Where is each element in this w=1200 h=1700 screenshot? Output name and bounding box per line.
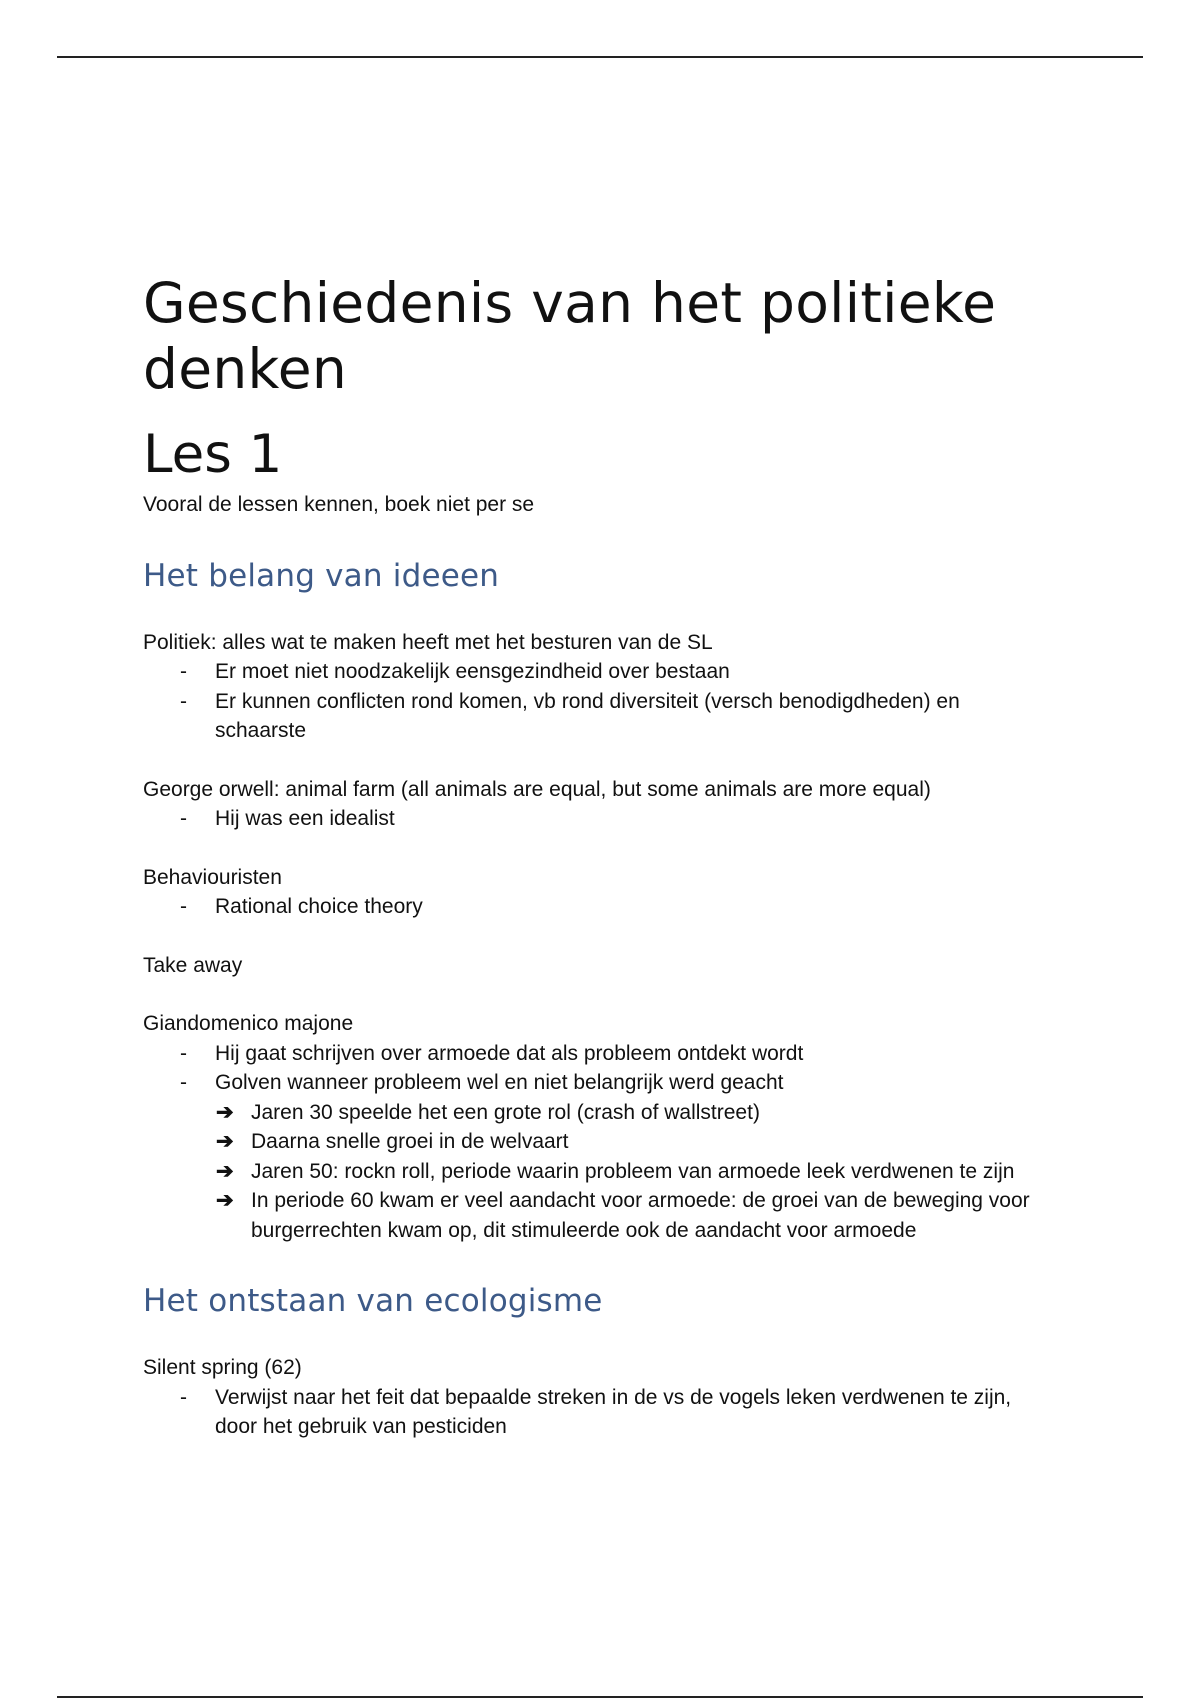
section-heading: Het belang van ideeen [143,557,500,594]
document-title: Geschiedenis van het politieke denken [143,271,997,401]
bullet-item [143,1068,1043,1098]
note-block [143,775,1043,834]
note-text: Politiek: alles wat te maken heeft met het besturen van de SL [143,630,713,654]
dash-bullet: - [180,1071,187,1094]
section-heading: Het ontstaan van ecologisme [143,1283,603,1319]
intro-text: Vooral de lessen kennen, boek niet per se [143,493,535,516]
bullet-item [143,687,1043,746]
dash-bullet: - [180,660,187,683]
dash-bullet: - [180,1041,187,1065]
bullet-text: Hij gaat schrijven over armoede dat als probleem ontdekt wordt [215,1041,804,1065]
arrow-text: Jaren 50: rockn roll, periode waarin probleem van armoede leek verdwenen te zijn [251,1159,1015,1183]
note-text: Giandomenico majone [143,1012,354,1035]
arrow-text: In periode 60 kwam er veel aandacht voor armoede: de groei van de beweging voor burgerrechten kwam op, dit stimuleerde ook de aandacht voor armoede [251,1189,1030,1242]
bullet-text: Er kunnen conflicten rond komen, vb rond diversiteit (versch benodigdheden) en schaarste [215,689,960,742]
note-block [143,1009,1043,1245]
bullet-text: Er moet niet noodzakelijk eensgezindheid over bestaan [215,660,730,683]
arrow-right-icon: ➔ [216,1130,234,1153]
bullet-list [143,657,1043,746]
bottom-rule [57,1696,1143,1698]
top-rule [57,56,1143,58]
arrow-item [143,1127,1043,1157]
note-block [143,1353,1043,1442]
dash-bullet: - [180,1385,187,1409]
note-text: Take away [143,953,243,977]
bullet-text: Golven wanneer probleem wel en niet belangrijk werd geacht [215,1071,784,1094]
arrow-item [143,1157,1043,1187]
arrow-text: Daarna snelle groei in de welvaart [251,1130,569,1153]
note-block [143,628,1043,746]
bullet-list [143,1383,1043,1442]
bullet-item [143,1383,1043,1442]
bullet-list [143,892,1043,922]
note-text: George orwell: animal farm (all animals are equal, but some animals are more equal) [143,777,931,801]
arrow-text: Jaren 30 speelde het een grote rol (crash of wallstreet) [251,1100,760,1124]
bullet-list [143,1039,1043,1098]
bullet-item [143,1039,1043,1069]
arrow-right-icon: ➔ [216,1159,234,1183]
dash-bullet: - [180,689,187,713]
bullet-text: Hij was een idealist [215,807,395,830]
bullet-item [143,804,1043,834]
bullet-item [143,892,1043,922]
document-body [143,270,1043,1442]
arrow-item [143,1186,1043,1245]
note-block [143,863,1043,922]
note-text: Silent spring (62) [143,1356,302,1379]
note-text: Behaviouristen [143,865,282,889]
arrow-list [143,1098,1043,1246]
arrow-right-icon: ➔ [216,1100,234,1124]
bullet-item [143,657,1043,687]
bullet-list [143,804,1043,834]
dash-bullet: - [180,895,187,918]
bullet-text: Verwijst naar het feit dat bepaalde streken in de vs de vogels leken verdwenen te zijn, door het gebruik van pesticiden [215,1385,1012,1438]
bullet-text: Rational choice theory [215,895,423,918]
dash-bullet: - [180,807,187,830]
note-block [143,951,1043,981]
arrow-right-icon: ➔ [216,1189,234,1212]
document-subtitle: Les 1 [143,424,283,485]
arrow-item [143,1098,1043,1128]
